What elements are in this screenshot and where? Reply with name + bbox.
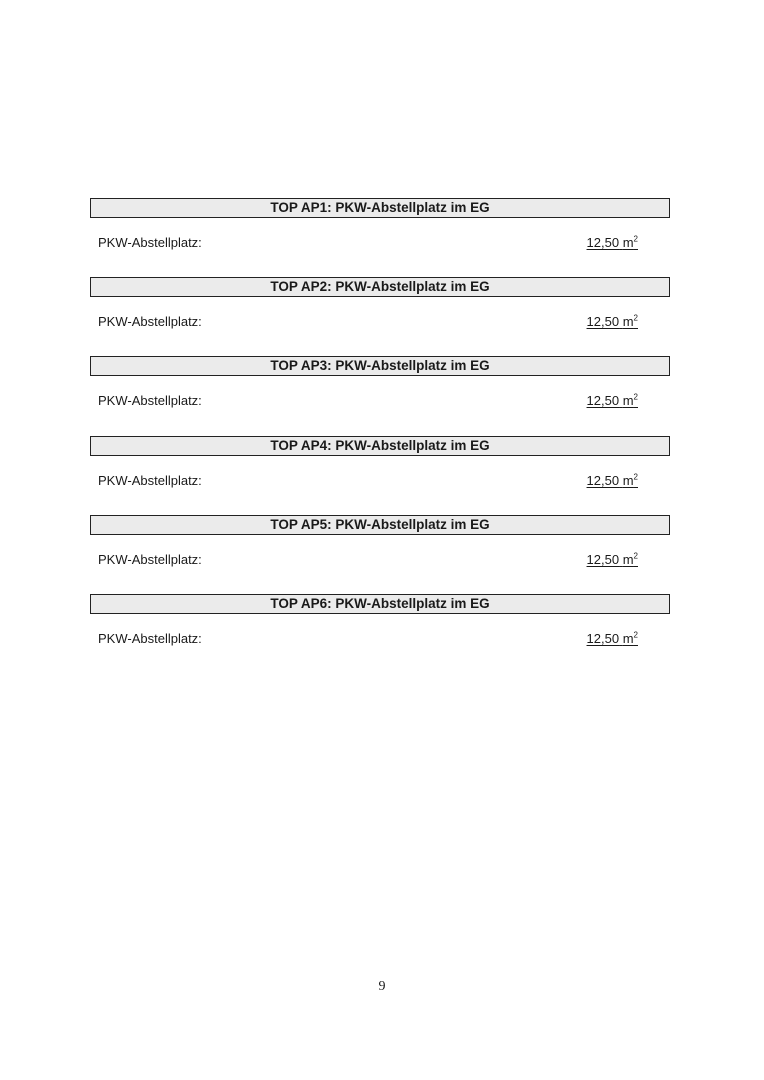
area-unit-exponent: 2 xyxy=(633,393,638,403)
section-header: TOP AP3: PKW-Abstellplatz im EG xyxy=(90,356,670,376)
area-label: PKW-Abstellplatz: xyxy=(98,630,202,646)
area-unit-exponent: 2 xyxy=(633,313,638,323)
section-header: TOP AP5: PKW-Abstellplatz im EG xyxy=(90,515,670,535)
area-label: PKW-Abstellplatz: xyxy=(98,472,202,488)
section-ap5 xyxy=(90,515,670,594)
area-unit-exponent: 2 xyxy=(633,551,638,561)
area-number: 12,50 xyxy=(586,393,620,409)
area-label: PKW-Abstellplatz: xyxy=(98,551,202,567)
section-ap3 xyxy=(90,356,670,435)
section-ap4 xyxy=(90,436,670,515)
area-label: PKW-Abstellplatz: xyxy=(98,314,202,330)
section-header: TOP AP1: PKW-Abstellplatz im EG xyxy=(90,198,670,218)
section-ap6 xyxy=(90,594,670,673)
area-unit: m xyxy=(622,314,634,330)
area-row xyxy=(98,392,638,410)
area-number: 12,50 xyxy=(586,551,620,567)
area-unit: m xyxy=(622,393,634,409)
area-value xyxy=(587,234,638,252)
section-header: TOP AP4: PKW-Abstellplatz im EG xyxy=(90,436,670,456)
area-unit-exponent: 2 xyxy=(633,234,638,244)
area-number: 12,50 xyxy=(586,630,620,646)
area-number: 12,50 xyxy=(586,235,620,250)
area-row xyxy=(98,472,638,490)
area-number: 12,50 xyxy=(586,472,620,488)
section-header: TOP AP2: PKW-Abstellplatz im EG xyxy=(90,277,670,297)
area-value xyxy=(587,392,638,410)
area-label: PKW-Abstellplatz: xyxy=(98,235,202,250)
area-value xyxy=(587,313,638,331)
area-unit: m xyxy=(622,235,634,250)
area-unit-exponent: 2 xyxy=(633,472,638,482)
area-value xyxy=(587,472,638,490)
area-label: PKW-Abstellplatz: xyxy=(98,393,202,409)
area-row xyxy=(98,630,638,648)
area-unit: m xyxy=(622,630,634,646)
area-unit: m xyxy=(622,551,634,567)
section-header: TOP AP6: PKW-Abstellplatz im EG xyxy=(90,594,670,614)
area-number: 12,50 xyxy=(586,314,620,330)
page-number: 9 xyxy=(378,979,386,994)
parking-spaces-list xyxy=(90,198,670,673)
area-value xyxy=(587,551,638,569)
area-row xyxy=(98,313,638,331)
section-ap2 xyxy=(90,277,670,356)
area-value xyxy=(587,630,638,648)
area-row xyxy=(98,551,638,569)
area-unit-exponent: 2 xyxy=(633,630,638,640)
area-row xyxy=(98,234,638,252)
area-unit: m xyxy=(622,472,634,488)
section-ap1 xyxy=(90,198,670,277)
